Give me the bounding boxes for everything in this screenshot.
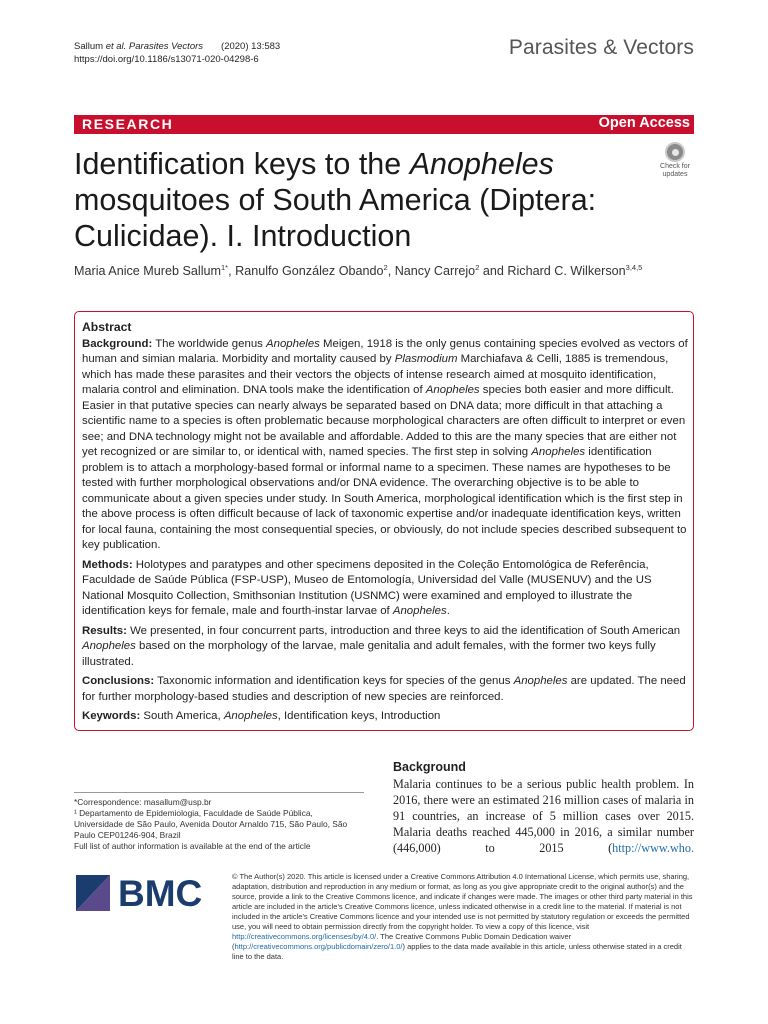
check-updates-label (654, 163, 696, 178)
license-part2: . The Creative Commons Public Domain Dedication waiver ( (232, 932, 572, 951)
abstract-keywords-label: Keywords: (82, 710, 141, 722)
journal-name: Parasites & Vectors (508, 36, 694, 59)
abstract-keywords-text (140, 710, 440, 722)
correspondence-email[interactable]: *Correspondence: masallum@usp.br (74, 797, 212, 807)
bmc-logo (74, 873, 214, 913)
abstract-conclusions (82, 674, 688, 705)
cc-by-link[interactable]: http://creativecommons.org/licenses/by/4.0/ (232, 932, 377, 941)
text-run: The worldwide genus (152, 337, 267, 350)
abstract-methods-label: Methods: (82, 558, 133, 571)
check-for-updates-button[interactable] (654, 142, 696, 178)
author-affiliation-marker: 2 (475, 263, 480, 272)
correspondence-note (74, 792, 364, 852)
citation-year: (2020) 13:583 (221, 41, 281, 52)
background-paragraph (393, 776, 694, 856)
license-part1: © The Author(s) 2020. This article is licensed under a Creative Commons Attribution 4.0 International License, which permits use, sharing, adaptation, distribution and reproduction in any medium or format, as long as you give appropriate credit to the original author(s) and the source, provide a link to the Creative Commons licence, and indicate if changes were made. The images or other third party material in this article are included in the article's Creative Commons licence, unless indicated otherwise in a credit line to the material. If material is not included in the article's Creative Commons licence and your intended use is not permitted by statutory regulation or exceeds the permitted use, you will need to obtain permission directly from the copyright holder. To view a copy of this licence, visit (232, 872, 693, 931)
text-run: , Identification keys, Introduction (277, 710, 441, 722)
check-updates-icon (665, 142, 685, 162)
abstract-conclusions-label: Conclusions: (82, 675, 155, 687)
title-part2: mosquitoes of South America (Diptera: Culicidae). I. Introduction (74, 183, 597, 253)
abstract-background (82, 337, 688, 554)
italic-term: Anopheles (223, 710, 278, 722)
citation-line (74, 40, 280, 53)
italic-term: Anopheles (392, 605, 447, 617)
bmc-logo-graphic (74, 873, 214, 913)
license-text (232, 872, 694, 962)
bmc-logo-text: BMC (118, 873, 203, 913)
article-type-label: RESEARCH (82, 116, 174, 132)
doi-link[interactable]: https://doi.org/10.1186/s13071-020-04298-6 (74, 54, 259, 65)
author-list: Maria Anice Mureb Sallum$^{1*}$, Ranulfo González Obando$^2$, Nancy Carrejo$^2$ and Richard C. Wilkerson$^{3,4,5}$ (74, 263, 643, 279)
abstract-conclusions-text (82, 675, 686, 703)
cc-zero-link[interactable]: http://creativecommons.org/publicdomain/zero/1.0/ (234, 942, 403, 951)
background-text: Malaria continues to be a serious public health problem. In 2016, there were an estimated 216 million cases of malaria in 91 countries, an increase of 5 million cases over 2015. Malaria deaths reached 445,000 in 2016, a similar number (446,000) to 2015 ( (393, 777, 694, 855)
abstract-box (74, 311, 694, 731)
who-link[interactable]: http://www.who. (612, 841, 694, 855)
text-run: species both easier and more difficult. Easier in that putative species can nearly always be separated based on DNA data; more difficult in that attaching a scientific name to a species is often problematic because morphological characters are often difficult to interpret or even see; and DNA technology might not be available and affordable. Added to this are the many species that are either not yet recognized or are similar to, or identical with, named species. The first step in solving (82, 384, 686, 458)
author-name[interactable]: Ranulfo González Obando (235, 264, 384, 279)
abstract-methods (82, 558, 688, 620)
text-run: Taxonomic information and identification keys for species of the genus (154, 675, 514, 687)
title-italic: Anopheles (409, 147, 554, 181)
abstract-background-label: Background: (82, 337, 153, 350)
abstract-methods-text (82, 559, 652, 618)
text-run: Holotypes and paratypes and other specimens deposited in the Coleção Entomológica de Referência, Faculdade de Saúde Pública (FSP-USP), Museo de Entomología, Universidad del Valle (MUSENUV) and the US National Mosquito Collection, Smithsonian Institution (USNMC) were examined and employed to illustrate the identification keys for female, male and fourth-instar larvae of (82, 558, 652, 617)
citation-journal: et al. Parasites Vectors (105, 41, 204, 52)
text-run: Marchiafava & Celli, 1885 is tremendous, which has made these parasites and their vectors the objects of intense research aimed at mosquito identification, malaria control and elimination. DNA tools make the identification of (82, 353, 669, 396)
author-affiliation-marker: 2 (383, 263, 388, 272)
citation-header (74, 40, 280, 66)
background-heading: Background (393, 760, 466, 774)
author-affiliation-marker: 3,4,5 (625, 263, 643, 272)
author-name[interactable]: Maria Anice Mureb Sallum (74, 264, 221, 279)
abstract-background-text (82, 338, 688, 552)
open-access-label: Open Access (598, 115, 690, 131)
title-part1: Identification keys to the (74, 147, 410, 181)
text-run: identification problem is to attach a morphology-based formal or informal name to a specimen. These names are hypotheses to be tested with further morphological observations and/or DNA evidence. The overarching objective is to be able to communicate about a given species under study. In South America, morphological identification which is the first step in the above process is often difficult because of lack of taxonomic expertise and/or inadequate identification keys, written for local fauna, containing the most consequential species, or obviously, do not include species described subsequent to key publication. (82, 446, 687, 551)
text-run: . (446, 605, 450, 617)
author-info-note: Full list of author information is available at the end of the article (74, 841, 311, 851)
check-updates-line2: updates (662, 170, 688, 178)
citation-author: Sallum (74, 41, 106, 52)
text-run: South America, (140, 710, 224, 722)
abstract-results (82, 624, 688, 671)
author-name[interactable]: Richard C. Wilkerson (507, 264, 626, 279)
italic-term: Plasmodium (394, 353, 458, 365)
license-part3: ) applies to the data made available in this article, unless otherwise stated in a credit line to the data. (232, 942, 682, 961)
text-run: Meigen, 1918 is the only genus containing species evolved as vectors of human and simian malaria. Morbidity and mortality caused by (82, 337, 688, 365)
abstract-heading: Abstract (82, 320, 132, 334)
text-run: based on the morphology of the larvae, male genitalia and adult females, with the former two keys fully illustrated. (82, 640, 656, 668)
author-affiliation: ¹ Departamento de Epidemiologia, Faculdade de Saúde Pública, Universidade de São Paulo, Avenida Doutor Arnaldo 715, São Paulo, São Paulo CEP01246-904, Brazil (74, 808, 348, 840)
check-updates-line1: Check for (660, 163, 690, 170)
author-name[interactable]: Nancy Carrejo (394, 264, 476, 279)
text-run: are updated. The need for further morphology-based studies and description of new species are reinforced. (82, 675, 686, 703)
article-type-banner (74, 115, 694, 134)
italic-term: Anopheles (266, 337, 320, 350)
abstract-results-text (82, 625, 680, 668)
text-run: We presented, in four concurrent parts, introduction and three keys to aid the identification of South American (126, 624, 681, 637)
italic-term: Anopheles (531, 446, 586, 458)
italic-term: Anopheles (82, 640, 136, 652)
abstract-keywords (82, 709, 688, 725)
article-title (74, 146, 634, 254)
italic-term: Anopheles (425, 384, 480, 396)
italic-term: Anopheles (513, 675, 568, 687)
abstract-results-label: Results: (82, 624, 127, 637)
author-affiliation-marker: 1* (221, 263, 229, 272)
